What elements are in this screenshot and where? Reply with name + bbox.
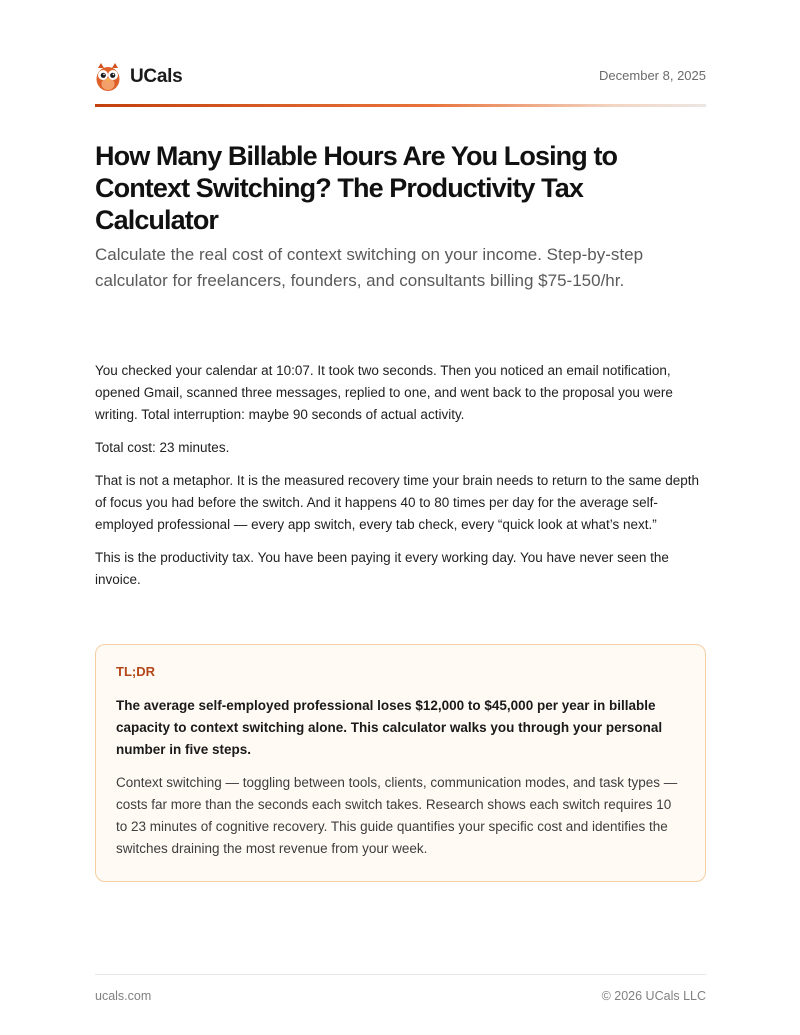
brand-name: UCals (130, 66, 183, 87)
owl-icon (95, 62, 121, 92)
article-body (95, 360, 706, 602)
page-title: How Many Billable Hours Are You Losing to Context Switching? The Productivity Tax Calculator (95, 141, 618, 235)
tldr-lead: The average self-employed professional loses $12,000 to $45,000 per year in billable capacity to context switching alone. This calculator walks you through your personal number in five steps. (116, 698, 663, 757)
header-divider (95, 104, 706, 107)
page-header (95, 60, 706, 94)
footer-copyright: © 2026 UCals LLC (601, 989, 706, 1003)
footer-divider (95, 974, 706, 975)
brand[interactable] (95, 60, 182, 94)
body-paragraph: You checked your calendar at 10:07. It took two seconds. Then you noticed an email notification, opened Gmail, scanned three messages, replied to one, and went back to the proposal you were writing. Total interruption: maybe 90 seconds of actual activity. (95, 363, 673, 422)
page-subtitle: Calculate the real cost of context switching on your income. Step-by-step calculator for freelancers, founders, and consultants billing $75-150/hr. (95, 245, 644, 290)
body-paragraph: This is the productivity tax. You have been paying it every working day. You have never seen the invoice. (95, 550, 669, 587)
publish-date: December 8, 2025 (599, 68, 706, 83)
body-paragraph: That is not a metaphor. It is the measured recovery time your brain needs to return to the same depth of focus you had before the switch. And it happens 40 to 80 times per day for the average self-employed professional — every app switch, every tab check, every “quick look at what’s next.” (95, 473, 700, 532)
tldr-label: TL;DR (116, 664, 155, 679)
tldr-text: Context switching — toggling between tools, clients, communication modes, and task types — costs far more than the seconds each switch takes. Research shows each switch requires 10 to 23 minutes of cognitive recovery. This guide quantifies your specific cost and identifies the switches draining the most revenue from your week. (116, 775, 678, 856)
tldr-box (95, 644, 706, 882)
footer-site[interactable]: ucals.com (95, 989, 152, 1003)
body-paragraph: Total cost: 23 minutes. (95, 440, 230, 455)
document-page (95, 0, 706, 1035)
